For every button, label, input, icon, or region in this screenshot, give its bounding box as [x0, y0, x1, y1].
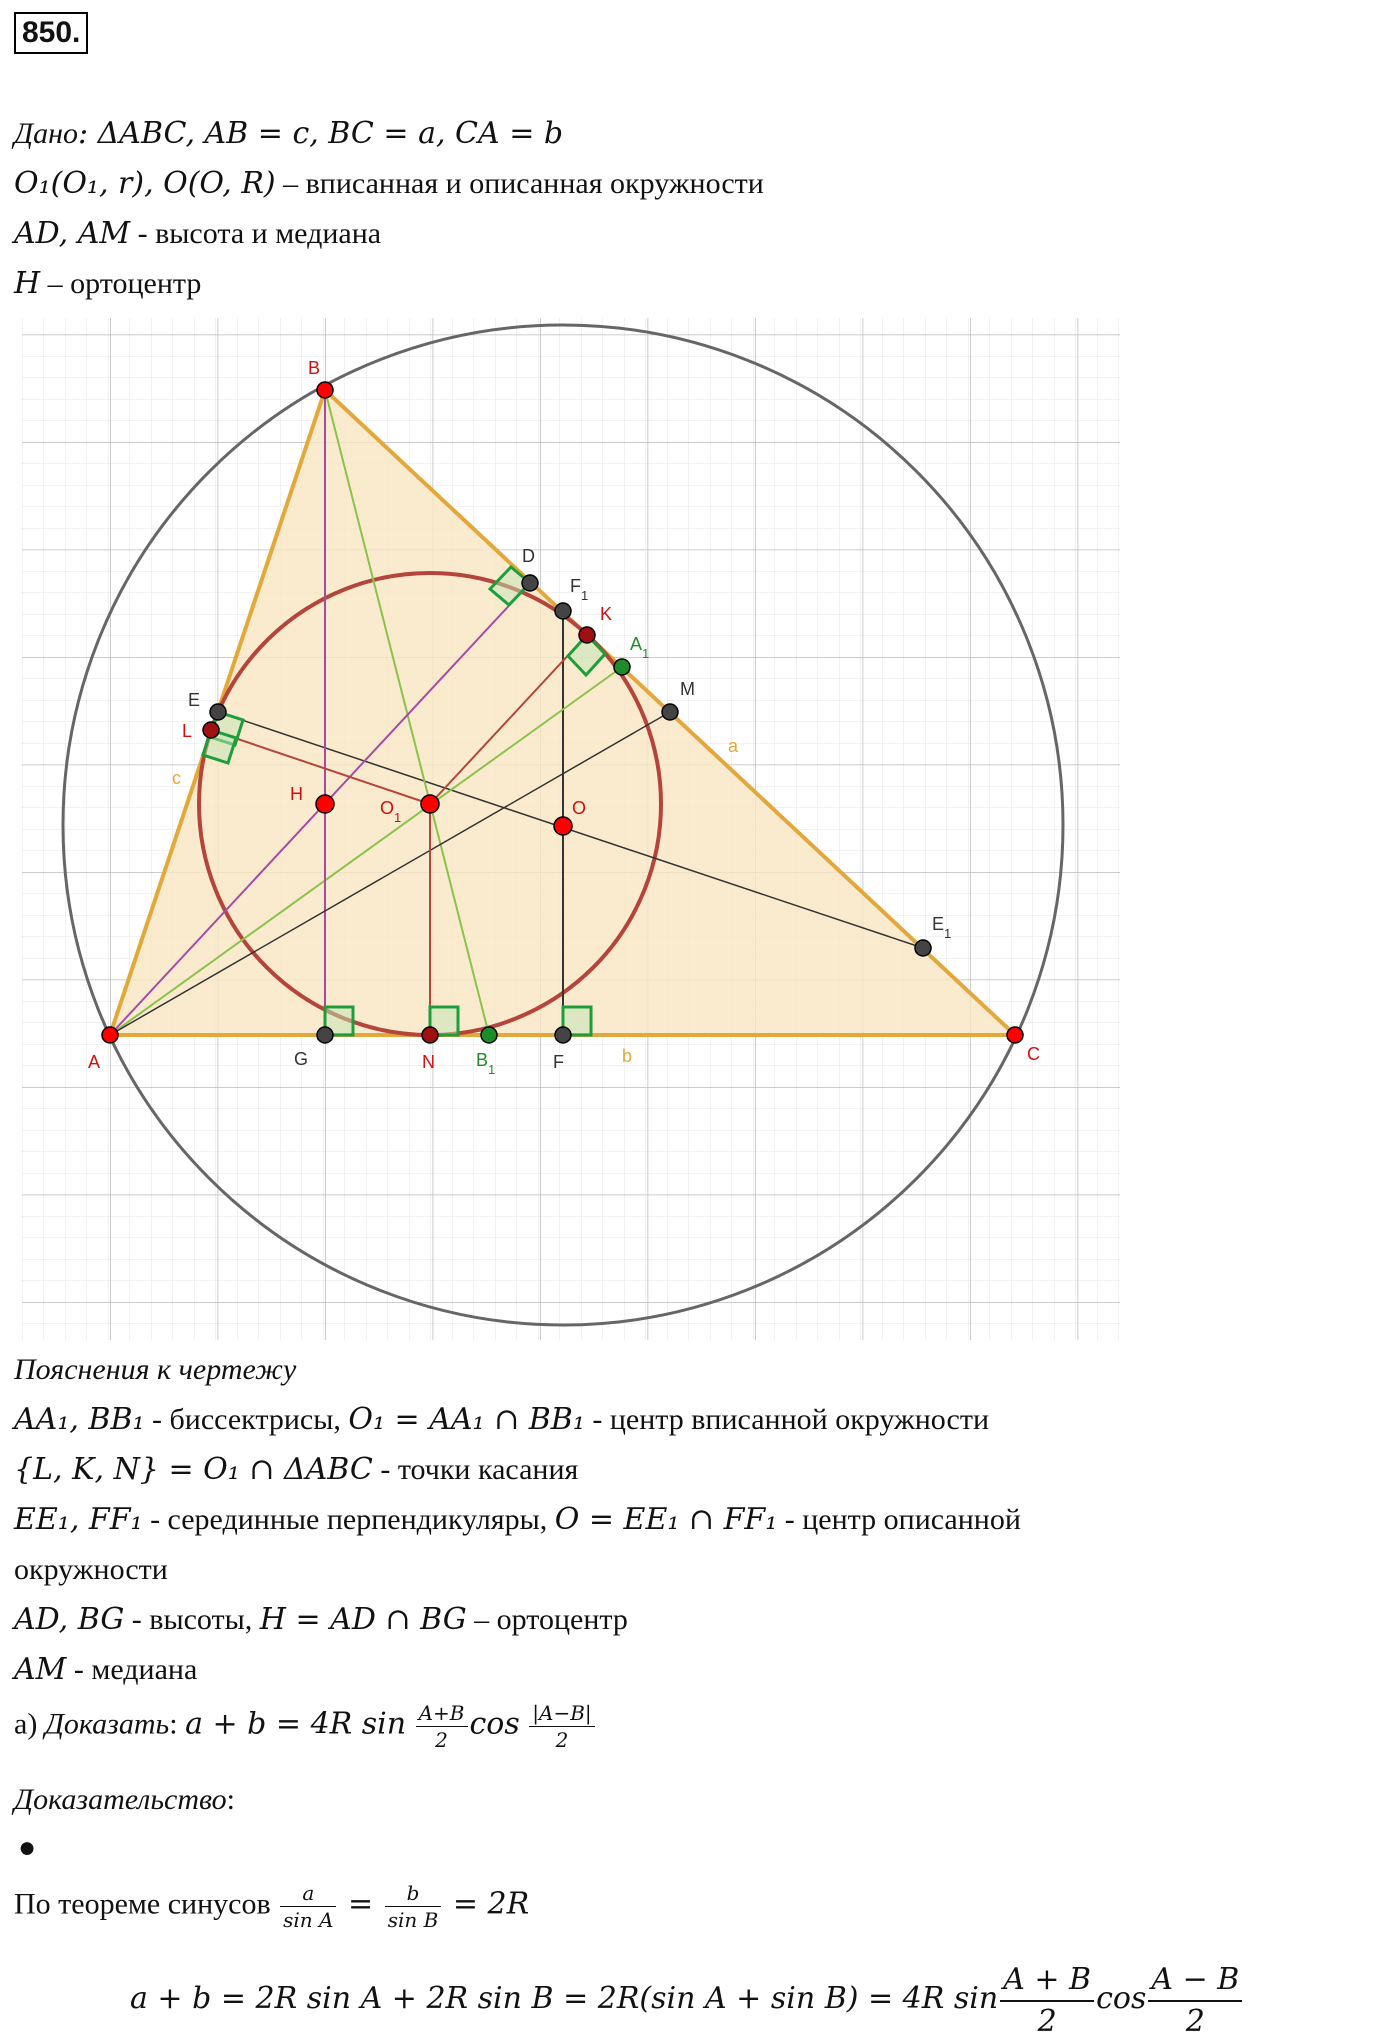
proof-frac-a	[280, 1880, 336, 1933]
exp5-math: AM	[14, 1652, 67, 1687]
label-b1-sub: 1	[488, 1062, 496, 1077]
prove-label: Доказать	[44, 1707, 170, 1741]
proof-final-lhs: a + b = 2R sin A + 2R sin B = 2R(sin A + sin B) = 4R sin	[130, 1980, 999, 2016]
prove-frac-1	[416, 1700, 468, 1753]
label-a1-main: A	[630, 634, 643, 654]
prove-colon: :	[169, 1707, 186, 1741]
exp1-text2: - центр вписанной окружности	[584, 1403, 989, 1436]
prove-frac-1-den: 2	[435, 1728, 448, 1752]
point-e1	[915, 940, 931, 956]
label-side-c: c	[172, 768, 181, 788]
label-h: H	[290, 784, 303, 804]
label-o1-main: O	[380, 798, 395, 818]
point-l	[203, 722, 219, 738]
given-orthocenter: H	[14, 266, 41, 301]
given-height-median: AD, AM	[14, 216, 131, 251]
label-side-b: b	[622, 1046, 633, 1066]
point-f1	[555, 603, 571, 619]
prove-prefix: а)	[14, 1707, 45, 1741]
point-g	[317, 1027, 333, 1043]
point-m	[662, 704, 678, 720]
explanation-perp-bisectors-cont: окружности	[14, 1553, 168, 1586]
given-orthocenter-text: – ортоцентр	[40, 267, 202, 300]
proof-sines-text: По теореме синусов	[14, 1887, 279, 1921]
explanations-title: Пояснения к чертежу	[14, 1353, 297, 1386]
exp5-text: - медиана	[66, 1653, 198, 1686]
point-o	[554, 817, 572, 835]
proof-frac-b-den: sin B	[387, 1908, 439, 1932]
exp1-math: AA₁, BB₁	[14, 1402, 145, 1437]
label-o: O	[572, 798, 587, 818]
given-label: Дано	[14, 117, 78, 150]
point-n	[422, 1027, 438, 1043]
exp3-math: EE₁, FF₁	[14, 1502, 143, 1537]
point-f	[555, 1027, 571, 1043]
point-h	[316, 795, 334, 813]
point-a1	[614, 659, 630, 675]
proof-colon: :	[226, 1783, 235, 1816]
point-a	[102, 1027, 118, 1043]
proof-bullet: ●	[18, 1831, 37, 1864]
exp2-text: - точки касания	[372, 1453, 579, 1486]
proof-label: Доказательство	[14, 1783, 227, 1816]
label-l: L	[182, 721, 193, 741]
prove-frac-2-num: |A−B|	[529, 1700, 594, 1727]
prove-cos: cos	[469, 1706, 520, 1742]
proof-frac-b	[385, 1880, 442, 1933]
label-m: M	[680, 679, 695, 699]
proof-final-frac-1-num: A + B	[1000, 1960, 1094, 2002]
proof-final-frac-2-num: A − B	[1148, 1960, 1242, 2002]
label-b1-main: B	[476, 1050, 489, 1070]
given-line-2	[14, 166, 764, 202]
point-e	[210, 704, 226, 720]
given-triangle: : ΔABC, AB = c, BC = a, CA = b	[77, 116, 564, 151]
exp4-math: AD, BG	[14, 1602, 125, 1637]
exp3-text: - серединные перпендикуляры,	[142, 1503, 555, 1536]
label-o1-sub: 1	[394, 810, 402, 825]
proof-final-cos: cos	[1096, 1980, 1147, 2016]
geometry-figure	[0, 310, 1130, 1350]
exp2-math: {L, K, N} = O₁ ∩ ΔABC	[14, 1452, 373, 1487]
proof-sine-theorem	[14, 1880, 529, 1933]
explanation-median	[14, 1652, 197, 1688]
label-side-a: a	[728, 736, 739, 756]
given-line-3	[14, 216, 381, 252]
label-f1-main: F	[570, 576, 581, 596]
exp4-text2: – ортоцентр	[466, 1603, 628, 1636]
given-circles-text: – вписанная и описанная окружности	[275, 167, 764, 200]
prove-frac-1-num: A+B	[416, 1700, 468, 1727]
label-b: B	[308, 358, 321, 378]
prove-lhs: a + b = 4R sin	[185, 1706, 407, 1742]
label-c: C	[1027, 1044, 1040, 1064]
label-a: A	[88, 1052, 101, 1072]
proof-final-frac-2-den: 2	[1185, 2004, 1205, 2039]
point-o1	[421, 795, 439, 813]
given-line-4	[14, 266, 201, 302]
exp3-text2: - центр описанной	[777, 1503, 1021, 1536]
explanation-perp-bisectors	[14, 1502, 1021, 1538]
proof-frac-b-num: b	[385, 1880, 442, 1907]
explanation-bisectors	[14, 1402, 989, 1438]
explanation-tangents	[14, 1452, 578, 1488]
exp1-text: - биссектрисы,	[144, 1403, 349, 1436]
point-b1	[481, 1027, 497, 1043]
label-e: E	[188, 690, 201, 710]
given-height-median-text: - высота и медиана	[130, 217, 382, 250]
proof-frac-a-den: sin A	[283, 1908, 334, 1932]
exp4-math2: H = AD ∩ BG	[259, 1602, 467, 1637]
label-a1-sub: 1	[642, 646, 650, 661]
proof-frac-a-num: a	[280, 1880, 336, 1907]
exp3-math2: O = EE₁ ∩ FF₁	[554, 1502, 778, 1537]
proof-eq: =	[338, 1886, 383, 1922]
label-d: D	[522, 546, 535, 566]
point-c	[1007, 1027, 1023, 1043]
point-d	[522, 575, 538, 591]
given-circles: O₁(O₁, r), O(O, R)	[14, 166, 276, 201]
problem-number: 850.	[14, 12, 88, 54]
label-g: G	[294, 1049, 309, 1069]
proof-final-frac-1-den: 2	[1037, 2004, 1057, 2039]
label-f1-sub: 1	[581, 588, 589, 603]
proof-eq-2r: = 2R	[443, 1886, 530, 1922]
proof-heading	[14, 1782, 235, 1818]
label-n: N	[422, 1052, 435, 1072]
prove-frac-2-den: 2	[555, 1728, 569, 1752]
label-e1-sub: 1	[944, 926, 952, 941]
label-e1-main: E	[932, 914, 945, 934]
point-k	[579, 627, 595, 643]
exp1-math2: O₁ = AA₁ ∩ BB₁	[348, 1402, 585, 1437]
label-k: K	[600, 604, 613, 624]
point-b	[317, 382, 333, 398]
explanation-altitudes	[14, 1602, 628, 1638]
exp4-text: - высоты,	[124, 1603, 260, 1636]
given-line-1	[14, 116, 563, 152]
prove-statement	[14, 1700, 597, 1753]
label-f: F	[553, 1052, 564, 1072]
prove-frac-2	[529, 1700, 594, 1753]
